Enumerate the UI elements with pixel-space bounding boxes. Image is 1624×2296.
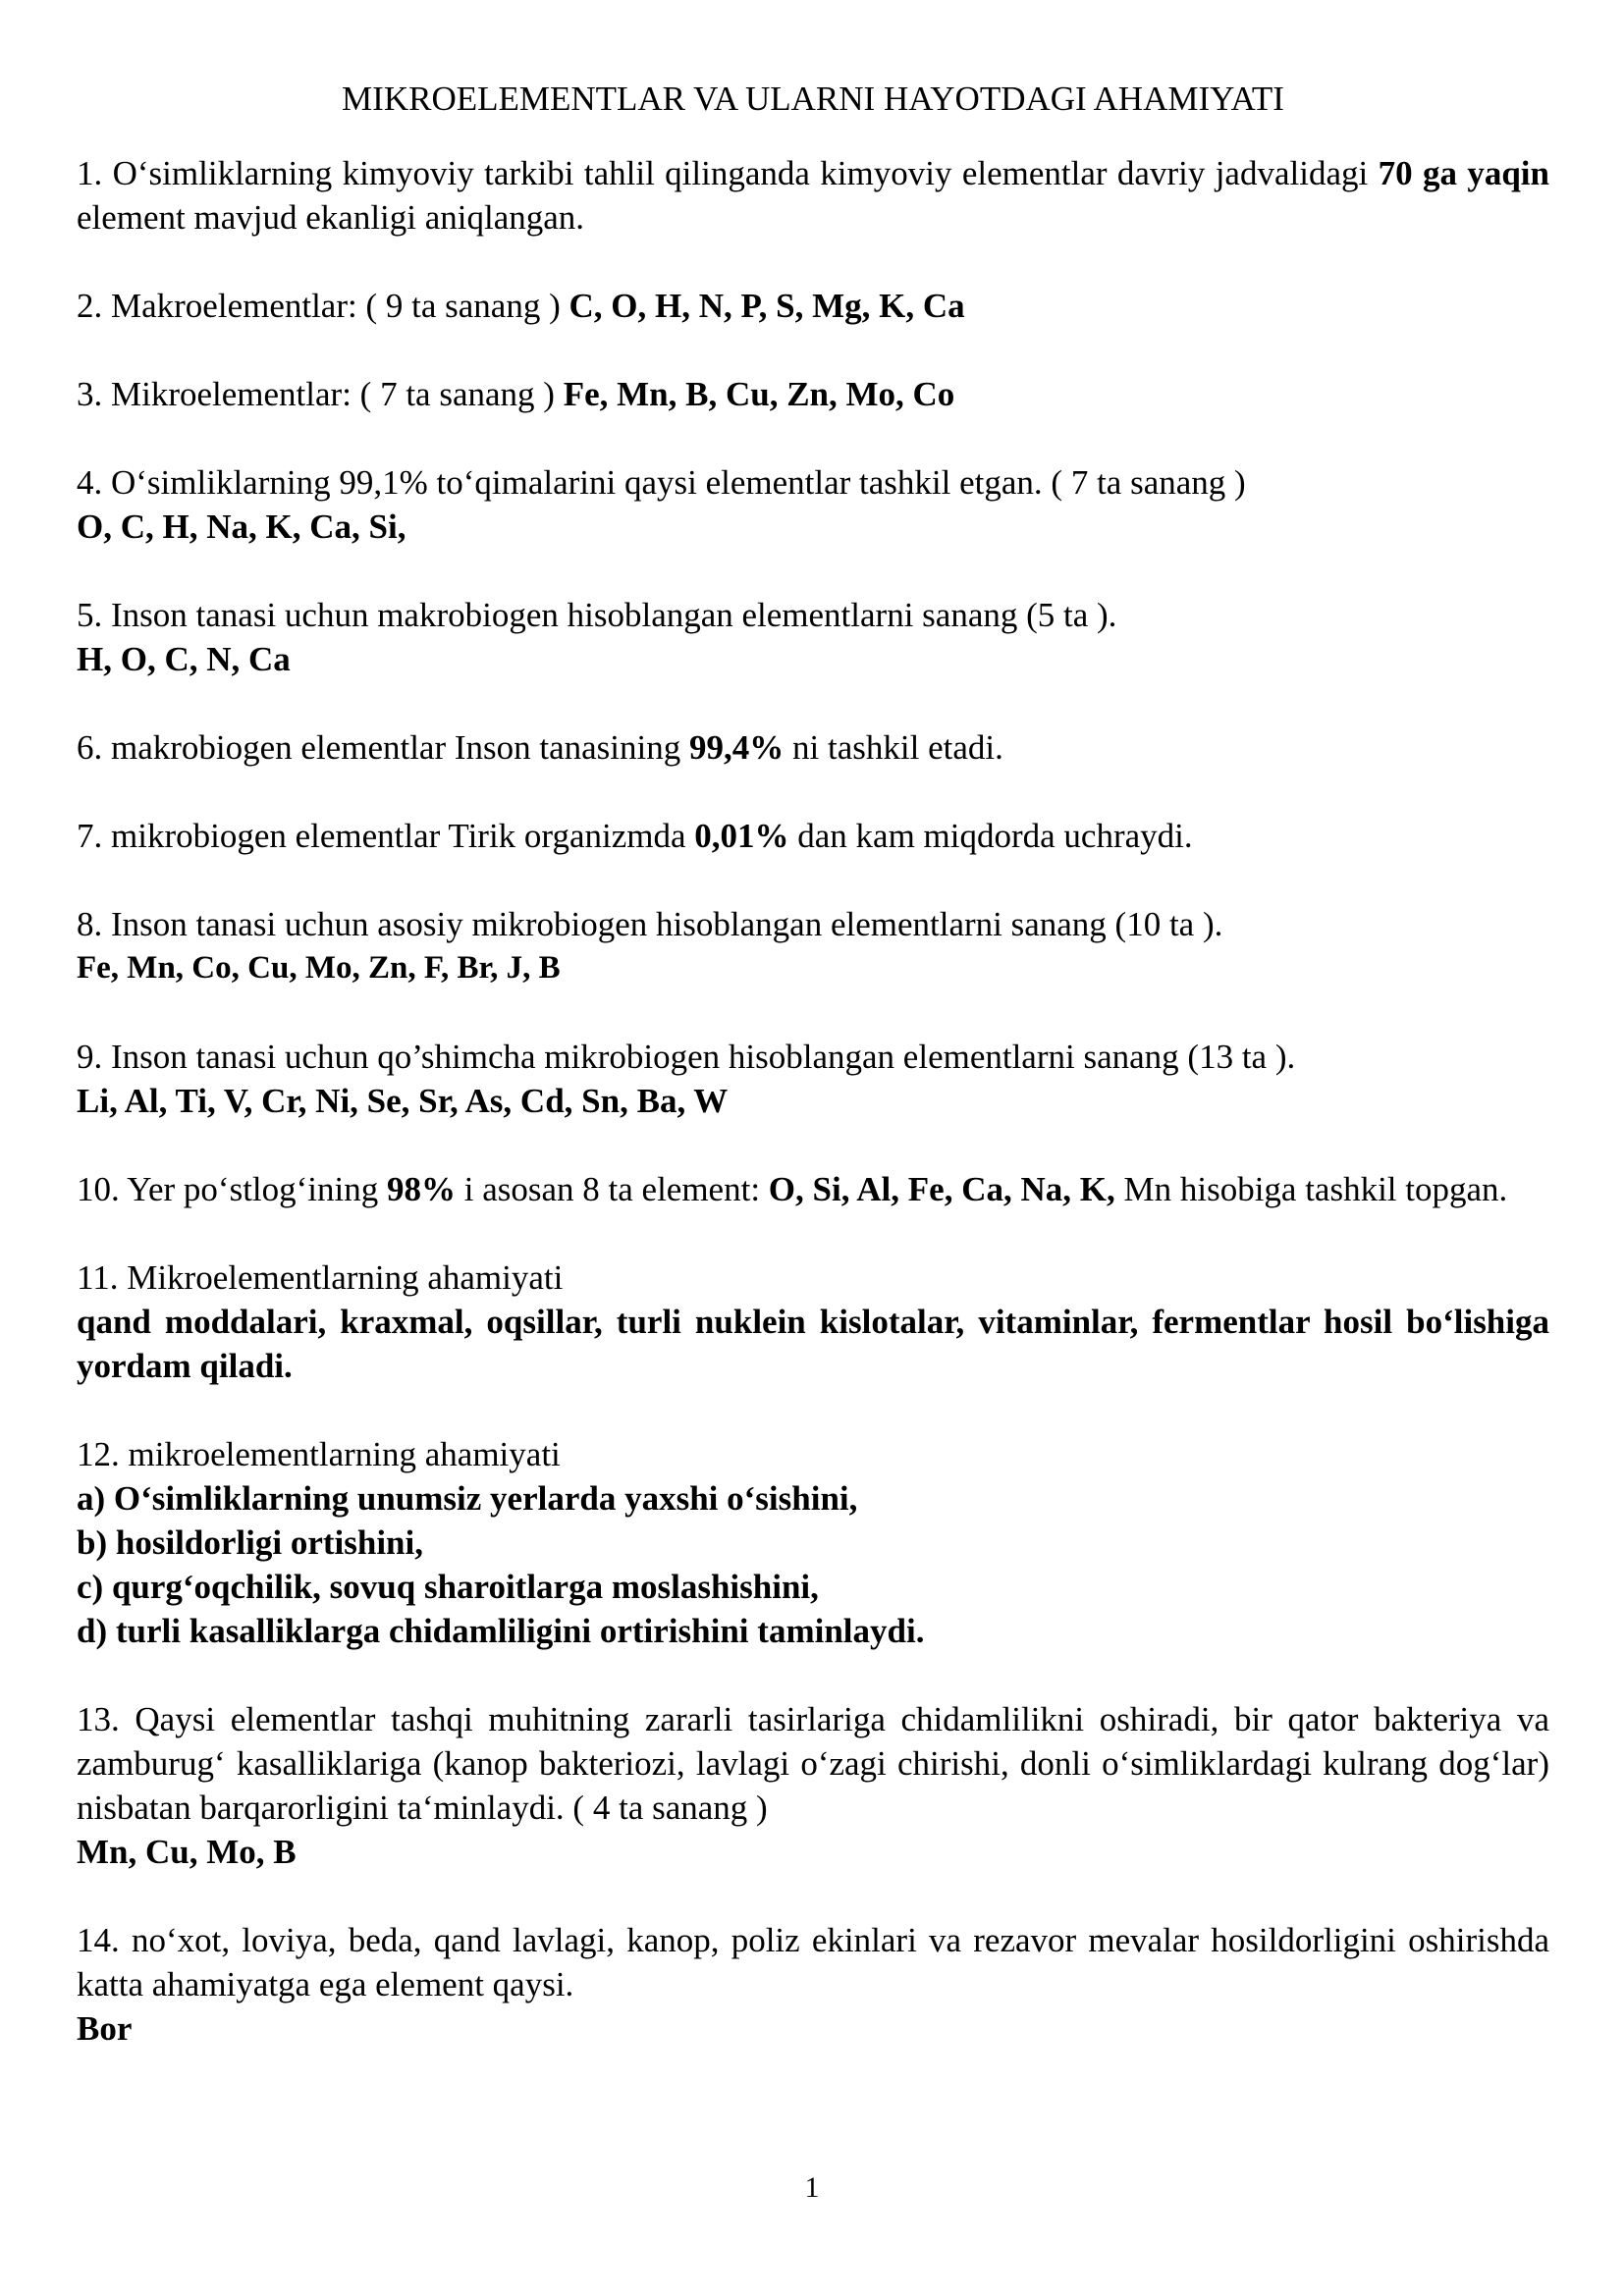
list-item-14 — [77, 1918, 1549, 2051]
document-page — [77, 77, 1549, 2095]
question-text: 13. Qaysi elementlar tashqi muhitning zararli tasirlariga chidamlilikni oshiradi, bir qator bakteriya va zamburug‘ kasalliklariga (kanop bakteriozi, lavlagi o‘zagi chirishi, donli o‘simliklardagi kulrang dog‘lar) nisbatan barqarorligini ta‘minlaydi. ( 4 ta sanang ) — [77, 1700, 1549, 1827]
question-text — [77, 151, 1549, 240]
question-text-part: 3. Mikroelementlar: ( 7 ta sanang ) — [77, 375, 564, 413]
question-emphasis: O, Si, Al, Fe, Ca, Na, K, — [768, 1170, 1115, 1208]
list-item-9 — [77, 1035, 1549, 1123]
question-text-part: element mavjud ekanligi aniqlangan. — [77, 198, 585, 237]
list-item-8 — [77, 902, 1549, 990]
answer-text: Bor — [77, 2009, 133, 2048]
question-text-part: 1. O‘simliklarning kimyoviy tarkibi tahlil qilinganda kimyoviy elementlar davriy jadvalidagi — [77, 154, 1379, 192]
question-text-part: dan kam miqdorda uchraydi. — [788, 817, 1193, 855]
question-text — [77, 284, 1549, 328]
question-emphasis: 99,4% — [689, 728, 785, 767]
question-text — [77, 814, 1549, 858]
question-text-part: 7. mikrobiogen elementlar Tirik organizmda — [77, 817, 695, 855]
list-item-11 — [77, 1255, 1549, 1388]
question-text-part: 10. Yer po‘stlog‘ining — [77, 1170, 387, 1208]
answer-line: b) hosildorligi ortishini, — [77, 1523, 423, 1562]
question-text — [77, 372, 1549, 416]
question-text: 4. O‘simliklarning 99,1% to‘qimalarini qaysi elementlar tashkil etgan. ( 7 ta sanang ) — [77, 463, 1246, 502]
question-text — [77, 725, 1549, 770]
question-text-part: Mn hisobiga tashkil topgan. — [1114, 1170, 1508, 1208]
question-text: 8. Inson tanasi uchun asosiy mikrobiogen hisoblangan elementlarni sanang (10 ta ). — [77, 905, 1223, 943]
question-text-part: i asosan 8 ta element: — [456, 1170, 769, 1208]
question-text: 12. mikroelementlarning ahamiyati — [77, 1435, 561, 1473]
question-text — [77, 1167, 1549, 1211]
answer-text: Fe, Mn, B, Cu, Zn, Mo, Co — [563, 375, 955, 413]
list-item-10 — [77, 1167, 1549, 1211]
answer-text: C, O, H, N, P, S, Mg, K, Ca — [568, 287, 965, 325]
page-title: MIKROELEMENTLAR VA ULARNI HAYOTDAGI AHAMIYATI — [342, 80, 1284, 118]
list-item-13 — [77, 1697, 1549, 1874]
list-item-5 — [77, 593, 1549, 681]
answer-text: qand moddalari, kraxmal, oqsillar, turli nuklein kislotalar, vitaminlar, fermentlar hosil bo‘lishiga yordam qiladi. — [77, 1303, 1549, 1385]
answer-text: Fe, Mn, Co, Cu, Mo, Zn, F, Br, J, B — [77, 950, 561, 986]
list-item-3 — [77, 372, 1549, 416]
question-emphasis: 0,01% — [694, 817, 789, 855]
question-text-part: 6. makrobiogen elementlar Inson tanasining — [77, 728, 690, 767]
question-text: 9. Inson tanasi uchun qo’shimcha mikrobiogen hisoblangan elementlarni sanang (13 ta ). — [77, 1038, 1296, 1076]
list-item-2 — [77, 284, 1549, 328]
question-text: 11. Mikroelementlarning ahamiyati — [77, 1258, 564, 1297]
list-item-6 — [77, 725, 1549, 770]
answer-text: Mn, Cu, Mo, B — [77, 1833, 297, 1871]
answer-line: a) O‘simliklarning unumsiz yerlarda yaxshi o‘sishini, — [77, 1479, 858, 1518]
question-text: 14. no‘xot, loviya, beda, qand lavlagi, kanop, poliz ekinlari va rezavor mevalar hosildorligini oshirishda katta ahamiyatga ega element qaysi. — [77, 1921, 1549, 2003]
list-item-7 — [77, 814, 1549, 858]
question-text: 5. Inson tanasi uchun makrobiogen hisoblangan elementlarni sanang (5 ta ). — [77, 596, 1117, 634]
list-item-4 — [77, 460, 1549, 549]
answer-text: O, C, H, Na, K, Ca, Si, — [77, 507, 406, 546]
answer-text: Li, Al, Ti, V, Cr, Ni, Se, Sr, As, Cd, Sn, Ba, W — [77, 1082, 729, 1120]
answer-text: H, O, C, N, Ca — [77, 640, 291, 678]
question-text-part: ni tashkil etadi. — [784, 728, 1003, 767]
answer-line: d) turli kasalliklarga chidamliligini ortirishini taminlaydi. — [77, 1612, 925, 1650]
question-emphasis: 98% — [387, 1170, 456, 1208]
list-item-1 — [77, 151, 1549, 240]
question-emphasis: 70 ga yaqin — [1378, 154, 1550, 192]
answer-line: c) qurg‘oqchilik, sovuq sharoitlarga moslashishini, — [77, 1568, 819, 1606]
list-item-12 — [77, 1432, 1549, 1653]
page-number: 1 — [804, 2171, 820, 2204]
question-text-part: 2. Makroelementlar: ( 9 ta sanang ) — [77, 287, 569, 325]
